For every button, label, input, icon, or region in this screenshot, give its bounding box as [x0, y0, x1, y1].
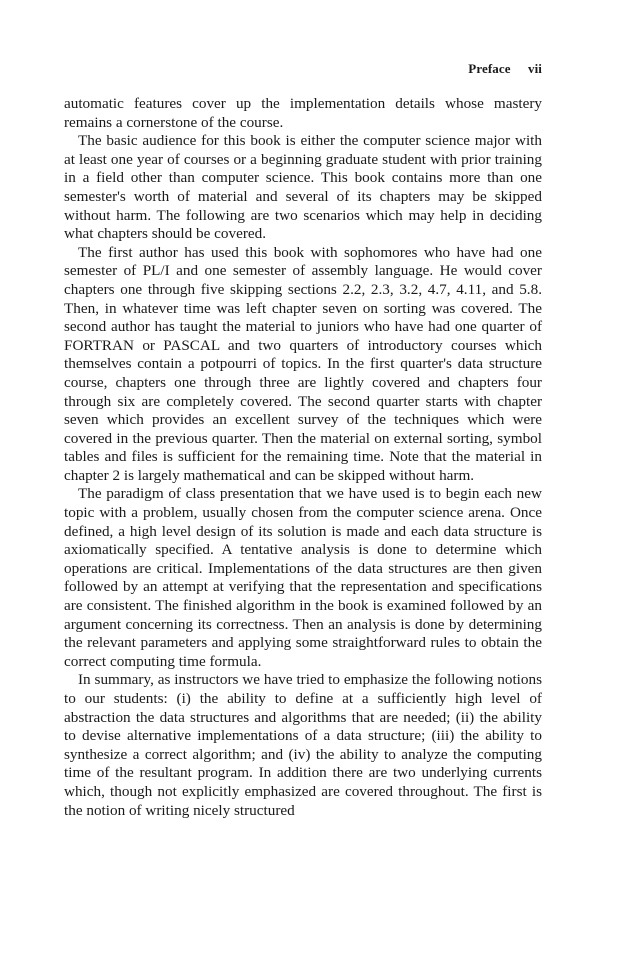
body-text — [64, 95, 542, 820]
page-number: vii — [527, 61, 542, 76]
paragraph-paradigm: The paradigm of class presentation that we have used is to begin each new topic with a problem, usually chosen from the computer science arena. Once defined, a high level design of its solution is made and each data structure is axiomatically specified. A tentative analysis is done to determine which operations are critical. Implementations of the data structures are then given followed by an attempt at verifying that the representation and specifications are consistent. The finished algorithm in the book is examined followed by an argument concerning its correctness. Then an analysis is done by determining the relevant parameters and applying some straightforward rules to obtain the correct computing time formula. — [64, 485, 542, 670]
paragraph-summary: In summary, as instructors we have tried to emphasize the following notions to our students: (i) the ability to define at a sufficiently high level of abstraction the data structures and algorithms that are needed; (ii) the ability to devise alternative implementations of a data structure; (iii) the ability to synthesize a correct algorithm; and (iv) the ability to analyze the computing time of the resultant program. In addition there are two underlying currents which, though not explicitly emphasized are covered throughout. The first is the notion of writing nicely structured — [64, 671, 542, 819]
running-head-title: Preface — [468, 61, 511, 76]
paragraph-audience: The basic audience for this book is either the computer science major with at least one year of courses or a beginning graduate student with prior training in a field other than computer science. This book contains more than one semester's worth of material and several of its chapters may be skipped without harm. The following are two scenarios which may help in deciding what chapters should be covered. — [64, 132, 542, 243]
running-head — [468, 61, 542, 77]
paragraph-scenarios: The first author has used this book with sophomores who have had one semester of PL/I and one semester of assembly language. He would cover chapters one through five skipping sections 2.2, 2.3, 3.2, 4.7, 4.11, and 5.8. Then, in whatever time was left chapter seven on sorting was covered. The second author has taught the material to juniors who have had one quarter of FORTRAN or PASCAL and two quarters of introductory courses which themselves contain a potpourri of topics. In the first quarter's data structure course, chapters one through three are lightly covered and chapters four through six are completely covered. The second quarter starts with chapter seven which provides an excellent survey of the techniques which were covered in the previous quarter. Then the material on external sorting, symbol tables and files is sufficient for the remaining time. Note that the material in chapter 2 is largely mathematical and can be skipped without harm. — [64, 243, 542, 484]
paragraph-continuation: automatic features cover up the implementation details whose mastery remains a cornerstone of the course. — [64, 95, 542, 131]
